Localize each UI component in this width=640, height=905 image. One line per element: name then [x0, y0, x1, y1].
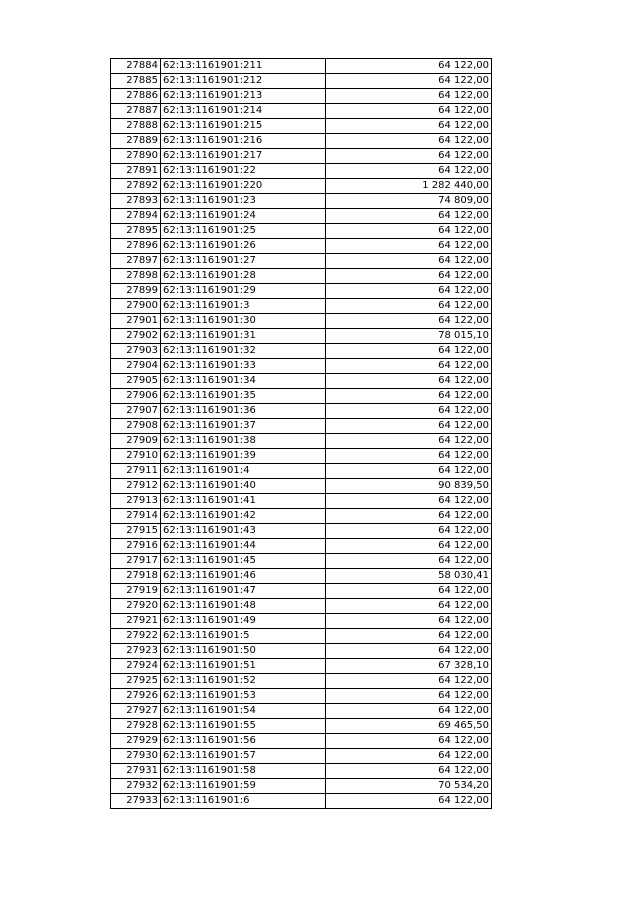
- row-number-cell: 27895: [111, 224, 161, 239]
- cadastral-number-cell: 62:13:1161901:34: [161, 374, 326, 389]
- cadastral-number-cell: 62:13:1161901:31: [161, 329, 326, 344]
- table-body: [111, 59, 492, 809]
- row-number-cell: 27918: [111, 569, 161, 584]
- cadastral-number-cell: 62:13:1161901:53: [161, 689, 326, 704]
- cadastral-value-cell: 74 809,00: [326, 194, 492, 209]
- row-number-cell: 27906: [111, 389, 161, 404]
- row-number-cell: 27914: [111, 509, 161, 524]
- cadastral-value-cell: 64 122,00: [326, 59, 492, 74]
- cadastral-number-cell: 62:13:1161901:217: [161, 149, 326, 164]
- table-row: [111, 179, 492, 194]
- row-number-cell: 27892: [111, 179, 161, 194]
- cadastral-value-cell: 64 122,00: [326, 614, 492, 629]
- row-number-cell: 27907: [111, 404, 161, 419]
- row-number-cell: 27911: [111, 464, 161, 479]
- cadastral-value-cell: 64 122,00: [326, 449, 492, 464]
- table-row: [111, 689, 492, 704]
- cadastral-number-cell: 62:13:1161901:24: [161, 209, 326, 224]
- cadastral-number-cell: 62:13:1161901:216: [161, 134, 326, 149]
- row-number-cell: 27931: [111, 764, 161, 779]
- cadastral-number-cell: 62:13:1161901:23: [161, 194, 326, 209]
- cadastral-number-cell: 62:13:1161901:5: [161, 629, 326, 644]
- table-row: [111, 494, 492, 509]
- row-number-cell: 27900: [111, 299, 161, 314]
- cadastral-value-cell: 64 122,00: [326, 134, 492, 149]
- table-row: [111, 344, 492, 359]
- table-row: [111, 539, 492, 554]
- cadastral-number-cell: 62:13:1161901:36: [161, 404, 326, 419]
- cadastral-number-cell: 62:13:1161901:48: [161, 599, 326, 614]
- row-number-cell: 27922: [111, 629, 161, 644]
- table-row: [111, 359, 492, 374]
- cadastral-value-cell: 64 122,00: [326, 794, 492, 809]
- table-row: [111, 659, 492, 674]
- row-number-cell: 27891: [111, 164, 161, 179]
- cadastral-number-cell: 62:13:1161901:57: [161, 749, 326, 764]
- cadastral-value-cell: 64 122,00: [326, 359, 492, 374]
- cadastral-number-cell: 62:13:1161901:213: [161, 89, 326, 104]
- row-number-cell: 27905: [111, 374, 161, 389]
- row-number-cell: 27928: [111, 719, 161, 734]
- row-number-cell: 27886: [111, 89, 161, 104]
- table-row: [111, 674, 492, 689]
- cadastral-value-cell: 64 122,00: [326, 734, 492, 749]
- cadastral-value-cell: 64 122,00: [326, 599, 492, 614]
- row-number-cell: 27926: [111, 689, 161, 704]
- cadastral-number-cell: 62:13:1161901:43: [161, 524, 326, 539]
- cadastral-number-cell: 62:13:1161901:38: [161, 434, 326, 449]
- table-row: [111, 509, 492, 524]
- row-number-cell: 27901: [111, 314, 161, 329]
- cadastral-value-cell: 64 122,00: [326, 74, 492, 89]
- row-number-cell: 27899: [111, 284, 161, 299]
- cadastral-value-cell: 64 122,00: [326, 554, 492, 569]
- row-number-cell: 27893: [111, 194, 161, 209]
- cadastral-value-cell: 64 122,00: [326, 539, 492, 554]
- cadastral-number-cell: 62:13:1161901:41: [161, 494, 326, 509]
- table-row: [111, 374, 492, 389]
- cadastral-value-cell: 64 122,00: [326, 314, 492, 329]
- table-row: [111, 104, 492, 119]
- row-number-cell: 27888: [111, 119, 161, 134]
- table-row: [111, 434, 492, 449]
- table-row: [111, 479, 492, 494]
- cadastral-value-cell: 64 122,00: [326, 629, 492, 644]
- table-row: [111, 734, 492, 749]
- table-row: [111, 59, 492, 74]
- cadastral-value-cell: 64 122,00: [326, 209, 492, 224]
- cadastral-number-cell: 62:13:1161901:220: [161, 179, 326, 194]
- cadastral-value-cell: 64 122,00: [326, 374, 492, 389]
- cadastral-number-cell: 62:13:1161901:37: [161, 419, 326, 434]
- cadastral-value-cell: 64 122,00: [326, 434, 492, 449]
- row-number-cell: 27902: [111, 329, 161, 344]
- row-number-cell: 27897: [111, 254, 161, 269]
- table-row: [111, 209, 492, 224]
- cadastral-number-cell: 62:13:1161901:4: [161, 464, 326, 479]
- cadastral-value-cell: 64 122,00: [326, 269, 492, 284]
- row-number-cell: 27912: [111, 479, 161, 494]
- row-number-cell: 27930: [111, 749, 161, 764]
- cadastral-number-cell: 62:13:1161901:46: [161, 569, 326, 584]
- cadastral-value-cell: 64 122,00: [326, 149, 492, 164]
- cadastral-number-cell: 62:13:1161901:55: [161, 719, 326, 734]
- table-row: [111, 449, 492, 464]
- table-row: [111, 119, 492, 134]
- table-row: [111, 299, 492, 314]
- row-number-cell: 27919: [111, 584, 161, 599]
- row-number-cell: 27903: [111, 344, 161, 359]
- cadastral-value-cell: 90 839,50: [326, 479, 492, 494]
- cadastral-value-cell: 69 465,50: [326, 719, 492, 734]
- cadastral-number-cell: 62:13:1161901:44: [161, 539, 326, 554]
- cadastral-value-cell: 64 122,00: [326, 254, 492, 269]
- row-number-cell: 27927: [111, 704, 161, 719]
- table-row: [111, 149, 492, 164]
- table-row: [111, 284, 492, 299]
- cadastral-value-cell: 64 122,00: [326, 704, 492, 719]
- cadastral-value-cell: 64 122,00: [326, 104, 492, 119]
- row-number-cell: 27929: [111, 734, 161, 749]
- table-row: [111, 89, 492, 104]
- cadastral-value-cell: 64 122,00: [326, 119, 492, 134]
- table-row: [111, 134, 492, 149]
- cadastral-number-cell: 62:13:1161901:42: [161, 509, 326, 524]
- cadastral-number-cell: 62:13:1161901:50: [161, 644, 326, 659]
- table-row: [111, 644, 492, 659]
- table-row: [111, 389, 492, 404]
- row-number-cell: 27887: [111, 104, 161, 119]
- cadastral-value-cell: 64 122,00: [326, 89, 492, 104]
- table-row: [111, 404, 492, 419]
- row-number-cell: 27910: [111, 449, 161, 464]
- table-row: [111, 764, 492, 779]
- cadastral-value-cell: 64 122,00: [326, 644, 492, 659]
- cadastral-number-cell: 62:13:1161901:33: [161, 359, 326, 374]
- table-row: [111, 74, 492, 89]
- cadastral-number-cell: 62:13:1161901:49: [161, 614, 326, 629]
- row-number-cell: 27925: [111, 674, 161, 689]
- cadastral-number-cell: 62:13:1161901:32: [161, 344, 326, 359]
- cadastral-number-cell: 62:13:1161901:28: [161, 269, 326, 284]
- cadastral-number-cell: 62:13:1161901:214: [161, 104, 326, 119]
- document-page: [110, 58, 492, 809]
- cadastral-value-cell: 1 282 440,00: [326, 179, 492, 194]
- cadastral-value-cell: 64 122,00: [326, 584, 492, 599]
- table-row: [111, 524, 492, 539]
- cadastral-number-cell: 62:13:1161901:3: [161, 299, 326, 314]
- table-row: [111, 569, 492, 584]
- row-number-cell: 27917: [111, 554, 161, 569]
- table-row: [111, 719, 492, 734]
- row-number-cell: 27884: [111, 59, 161, 74]
- cadastral-number-cell: 62:13:1161901:59: [161, 779, 326, 794]
- cadastral-number-cell: 62:13:1161901:45: [161, 554, 326, 569]
- cadastral-value-cell: 64 122,00: [326, 524, 492, 539]
- cadastral-number-cell: 62:13:1161901:40: [161, 479, 326, 494]
- table-row: [111, 224, 492, 239]
- cadastral-value-cell: 64 122,00: [326, 764, 492, 779]
- table-row: [111, 254, 492, 269]
- row-number-cell: 27904: [111, 359, 161, 374]
- table-row: [111, 464, 492, 479]
- table-row: [111, 629, 492, 644]
- row-number-cell: 27885: [111, 74, 161, 89]
- row-number-cell: 27915: [111, 524, 161, 539]
- cadastral-value-cell: 64 122,00: [326, 674, 492, 689]
- table-row: [111, 749, 492, 764]
- cadastral-value-cell: 64 122,00: [326, 749, 492, 764]
- table-row: [111, 329, 492, 344]
- row-number-cell: 27913: [111, 494, 161, 509]
- row-number-cell: 27890: [111, 149, 161, 164]
- cadastral-value-cell: 64 122,00: [326, 494, 492, 509]
- cadastral-value-cell: 64 122,00: [326, 509, 492, 524]
- cadastral-value-cell: 64 122,00: [326, 164, 492, 179]
- cadastral-number-cell: 62:13:1161901:212: [161, 74, 326, 89]
- cadastral-value-cell: 64 122,00: [326, 224, 492, 239]
- cadastral-number-cell: 62:13:1161901:22: [161, 164, 326, 179]
- cadastral-number-cell: 62:13:1161901:35: [161, 389, 326, 404]
- table-row: [111, 419, 492, 434]
- cadastral-value-cell: 64 122,00: [326, 284, 492, 299]
- row-number-cell: 27933: [111, 794, 161, 809]
- cadastral-number-cell: 62:13:1161901:29: [161, 284, 326, 299]
- cadastral-value-cell: 64 122,00: [326, 464, 492, 479]
- table-row: [111, 794, 492, 809]
- row-number-cell: 27916: [111, 539, 161, 554]
- cadastral-value-cell: 70 534,20: [326, 779, 492, 794]
- row-number-cell: 27924: [111, 659, 161, 674]
- table-row: [111, 779, 492, 794]
- cadastral-value-cell: 64 122,00: [326, 419, 492, 434]
- row-number-cell: 27909: [111, 434, 161, 449]
- cadastral-number-cell: 62:13:1161901:58: [161, 764, 326, 779]
- table-row: [111, 269, 492, 284]
- cadastral-value-cell: 67 328,10: [326, 659, 492, 674]
- table-row: [111, 239, 492, 254]
- cadastral-value-cell: 64 122,00: [326, 389, 492, 404]
- cadastral-value-cell: 64 122,00: [326, 404, 492, 419]
- cadastral-number-cell: 62:13:1161901:39: [161, 449, 326, 464]
- cadastral-number-cell: 62:13:1161901:52: [161, 674, 326, 689]
- cadastral-number-cell: 62:13:1161901:30: [161, 314, 326, 329]
- cadastral-value-cell: 64 122,00: [326, 299, 492, 314]
- row-number-cell: 27921: [111, 614, 161, 629]
- cadastral-number-cell: 62:13:1161901:25: [161, 224, 326, 239]
- row-number-cell: 27932: [111, 779, 161, 794]
- table-row: [111, 584, 492, 599]
- table-row: [111, 704, 492, 719]
- cadastral-number-cell: 62:13:1161901:6: [161, 794, 326, 809]
- table-row: [111, 554, 492, 569]
- row-number-cell: 27896: [111, 239, 161, 254]
- cadastral-number-cell: 62:13:1161901:26: [161, 239, 326, 254]
- cadastral-number-cell: 62:13:1161901:54: [161, 704, 326, 719]
- cadastral-value-cell: 64 122,00: [326, 344, 492, 359]
- row-number-cell: 27908: [111, 419, 161, 434]
- table-row: [111, 194, 492, 209]
- cadastral-number-cell: 62:13:1161901:211: [161, 59, 326, 74]
- row-number-cell: 27920: [111, 599, 161, 614]
- table-row: [111, 314, 492, 329]
- row-number-cell: 27898: [111, 269, 161, 284]
- cadastral-value-table: [110, 58, 492, 809]
- table-row: [111, 614, 492, 629]
- cadastral-value-cell: 64 122,00: [326, 239, 492, 254]
- row-number-cell: 27894: [111, 209, 161, 224]
- cadastral-value-cell: 64 122,00: [326, 689, 492, 704]
- cadastral-number-cell: 62:13:1161901:27: [161, 254, 326, 269]
- row-number-cell: 27923: [111, 644, 161, 659]
- row-number-cell: 27889: [111, 134, 161, 149]
- table-row: [111, 599, 492, 614]
- cadastral-value-cell: 78 015,10: [326, 329, 492, 344]
- cadastral-number-cell: 62:13:1161901:215: [161, 119, 326, 134]
- cadastral-number-cell: 62:13:1161901:47: [161, 584, 326, 599]
- table-row: [111, 164, 492, 179]
- cadastral-number-cell: 62:13:1161901:56: [161, 734, 326, 749]
- cadastral-value-cell: 58 030,41: [326, 569, 492, 584]
- cadastral-number-cell: 62:13:1161901:51: [161, 659, 326, 674]
